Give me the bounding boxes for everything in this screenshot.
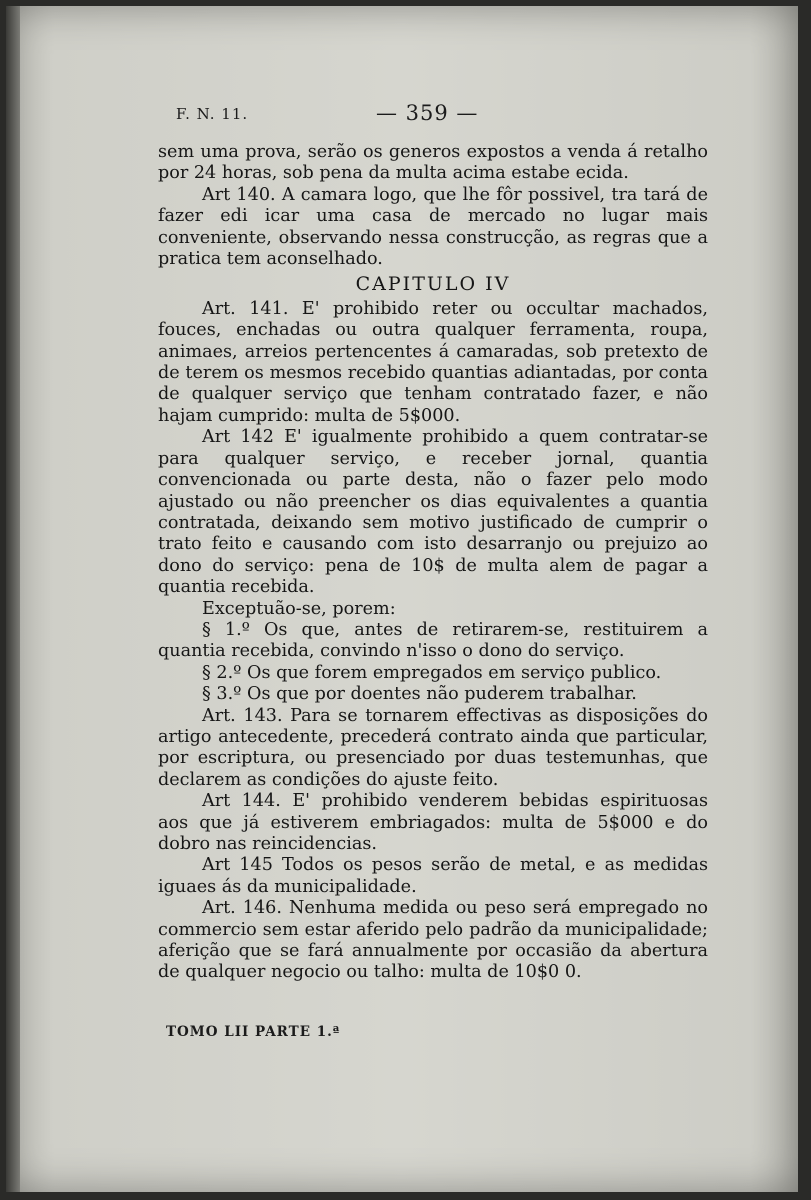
- article-146: Art. 146. Nenhuma medida ou peso será empregado no commercio sem estar aferido pelo padrão da municipalidade; aferição que se fará annualmente por occasião da abertura de qualquer negocio ou talho: multa de 10$0 0.: [158, 898, 708, 983]
- chapter-heading: CAPITULO IV: [355, 273, 511, 296]
- book-page: [6, 6, 798, 1192]
- exceptions-intro: Exceptuão-se, porem:: [202, 598, 396, 619]
- article-144: Art 144. E' prohibido venderem bebidas espirituosas aos que já estiverem embriagados: multa de 5$000 e do dobro nas reincidencias.: [158, 791, 708, 854]
- article-145: Art 145 Todos os pesos serão de metal, e as medidas iguaes ás da municipalidade.: [158, 855, 708, 897]
- article-140: Art 140. A camara logo, que lhe fôr possivel, tra tará de fazer edi icar uma casa de mercado no lugar mais conveniente, observando nessa construcção, as regras que a pratica tem aconselhado.: [158, 184, 708, 270]
- section-2: § 2.º Os que forem empregados em serviço publico.: [202, 662, 662, 683]
- signature-mark: F. N. 11.: [176, 105, 249, 123]
- article-141: Art. 141. E' prohibido reter ou occultar machados, fouces, enchadas ou outra qualquer ferramenta, roupa, animaes, arreios pertencentes á camaradas, sob pretexto de de terem os mesmos recebido quantias adiantadas, por conta de qualquer serviço que tenham contratado fazer, e não hajam cumprido: multa de 5$000.: [158, 298, 708, 426]
- section-3: § 3.º Os que por doentes não puderem trabalhar.: [202, 684, 637, 705]
- page-header: [176, 101, 716, 129]
- volume-footer: TOMO LII PARTE 1.ª: [166, 1024, 341, 1040]
- page-text: [158, 142, 708, 984]
- paragraph-continuation: sem uma prova, serão os generos expostos a venda á retalho por 24 horas, sob pena da multa acima estabe ecida.: [158, 142, 708, 184]
- article-142: Art 142 E' igualmente prohibido a quem contratar-se para qualquer serviço, e receber jornal, quantia convencionada ou parte desta, não o fazer pelo modo ajustado ou não preencher os dias equivalentes a quantia contratada, deixando sem motivo justificado de cumprir o trato feito e causando com isto desarranjo ou prejuizo ao dono do serviço: pena de 10$ de multa alem de pagar a quantia recebida.: [158, 427, 708, 598]
- section-1: § 1.º Os que, antes de retirarem-se, restituirem a quantia recebida, convindo n'isso o dono do serviço.: [158, 619, 708, 662]
- article-143: Art. 143. Para se tornarem effectivas as disposições do artigo antecedente, precederá contrato ainda que particular, por escriptura, ou presenciado por duas testemunhas, que declarem as condições do ajuste feito.: [158, 705, 708, 790]
- page-number: — 359 —: [376, 101, 479, 125]
